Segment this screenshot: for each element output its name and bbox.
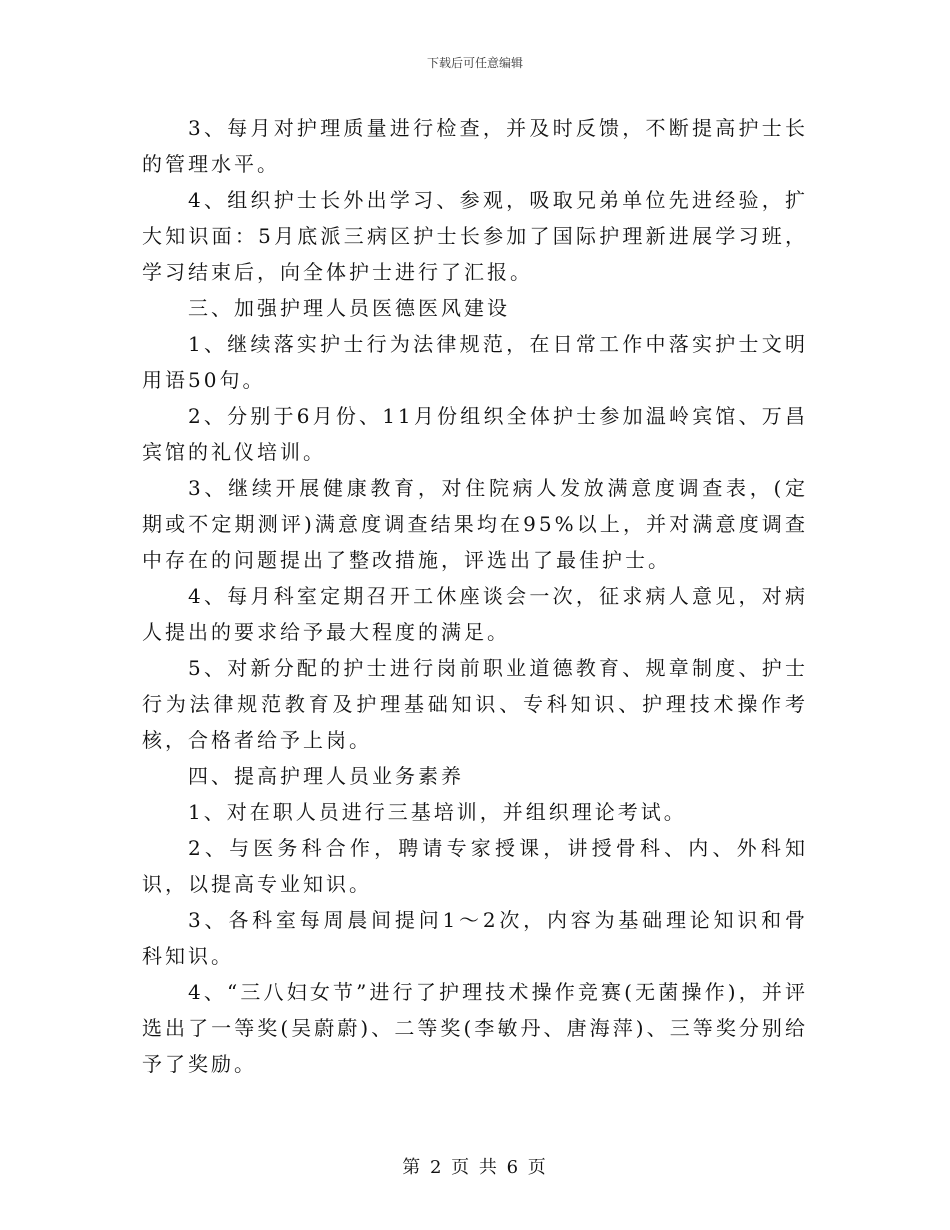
section-heading-competence: 四、提高护理人员业务素养 xyxy=(188,764,464,788)
paragraph-item-4-competition: 4、“三八妇女节”进行了护理技术操作竞赛(无菌操作)，并评选出了一等奖(吴蔚蔚)、二等奖(李敏丹、唐海萍)、三等奖分别给予了奖励。 xyxy=(142,980,808,1076)
paragraph-item-1-conduct: 1、继续落实护士行为法律规范，在日常工作中落实护士文明用语50句。 xyxy=(142,332,808,392)
section-heading-ethics: 三、加强护理人员医德医风建设 xyxy=(188,296,510,320)
paragraph-item-3-health-education: 3、继续开展健康教育，对住院病人发放满意度调查表，(定期或不定期测评)满意度调查结果均在95%以上，并对满意度调查中存在的问题提出了整改措施，评选出了最佳护士。 xyxy=(142,476,808,572)
paragraph-item-2-etiquette: 2、分别于6月份、11月份组织全体护士参加温岭宾馆、万昌宾馆的礼仪培训。 xyxy=(142,404,808,464)
paragraph-item-1-training: 1、对在职人员进行三基培训，并组织理论考试。 xyxy=(188,800,687,824)
paragraph-item-4-study-visit: 4、组织护士长外出学习、参观，吸取兄弟单位先进经验，扩大知识面：5月底派三病区护士长参加了国际护理新进展学习班，学习结束后，向全体护士进行了汇报。 xyxy=(142,188,808,284)
paragraph-item-3-quality-check: 3、每月对护理质量进行检查，并及时反馈，不断提高护士长的管理水平。 xyxy=(142,116,808,176)
page-header-note: 下载后可任意编辑 xyxy=(426,56,523,70)
paragraph-item-3-morning-questions: 3、各科室每周晨间提问1～2次，内容为基础理论知识和骨科知识。 xyxy=(142,908,808,968)
paragraph-item-4-forum: 4、每月科室定期召开工休座谈会一次，征求病人意见，对病人提出的要求给予最大程度的满足。 xyxy=(142,584,808,644)
page-number: 第 2 页 共 6 页 xyxy=(402,1157,548,1178)
paragraph-item-5-new-nurses: 5、对新分配的护士进行岗前职业道德教育、规章制度、护士行为法律规范教育及护理基础知识、专科知识、护理技术操作考核，合格者给予上岗。 xyxy=(142,656,808,752)
paragraph-item-2-lectures: 2、与医务科合作，聘请专家授课，讲授骨科、内、外科知识，以提高专业知识。 xyxy=(142,836,808,896)
document-body xyxy=(142,110,808,1082)
